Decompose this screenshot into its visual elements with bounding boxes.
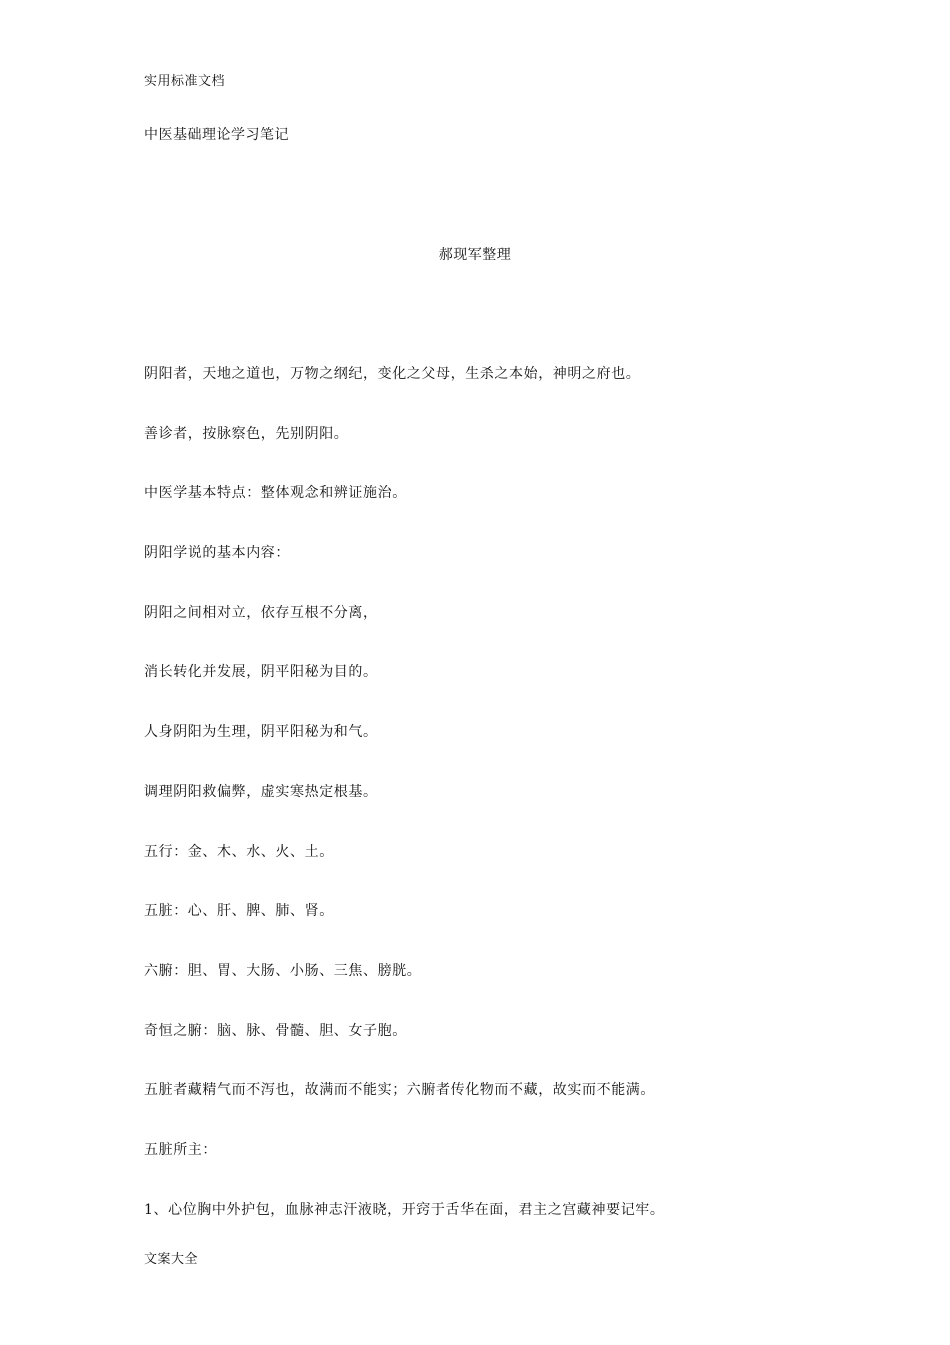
body-line: 五行：金、木、水、火、土。 bbox=[144, 843, 334, 860]
body-line: 五脏：心、肝、脾、肺、肾。 bbox=[144, 903, 334, 920]
document-author: 郝现军整理 bbox=[438, 247, 512, 263]
body-line: 中医学基本特点：整体观念和辨证施治。 bbox=[144, 485, 407, 502]
body-line: 奇恒之腑：脑、脉、骨髓、胆、女子胞。 bbox=[144, 1022, 407, 1039]
body-line: 消长转化并发展，阴平阳秘为目的。 bbox=[144, 664, 378, 681]
body-line: 阴阳学说的基本内容： bbox=[144, 545, 290, 562]
body-line: 1、心位胸中外护包，血脉神志汗液晓，开窍于舌华在面，君主之宫藏神要记牢。 bbox=[144, 1201, 665, 1218]
body-line: 阴阳之间相对立，依存互根不分离， bbox=[144, 604, 378, 621]
body-line: 五脏者藏精气而不泻也，故满而不能实；六腑者传化物而不藏，故实而不能满。 bbox=[144, 1082, 655, 1099]
body-line: 六腑：胆、胃、大肠、小肠、三焦、膀胱。 bbox=[144, 962, 422, 979]
body-line: 善诊者，按脉察色，先别阴阳。 bbox=[144, 425, 349, 442]
document-title: 中医基础理论学习笔记 bbox=[144, 127, 289, 143]
body-line: 人身阴阳为生理，阴平阳秘为和气。 bbox=[144, 724, 378, 741]
body-line: 五脏所主： bbox=[144, 1141, 217, 1158]
page-header: 实用标准文档 bbox=[144, 74, 226, 89]
page-footer: 文案大全 bbox=[144, 1252, 199, 1267]
document-body bbox=[144, 364, 864, 1259]
body-line: 阴阳者，天地之道也，万物之纲纪，变化之父母，生杀之本始，神明之府也。 bbox=[144, 366, 641, 382]
body-line: 调理阴阳救偏弊，虚实寒热定根基。 bbox=[144, 783, 378, 800]
